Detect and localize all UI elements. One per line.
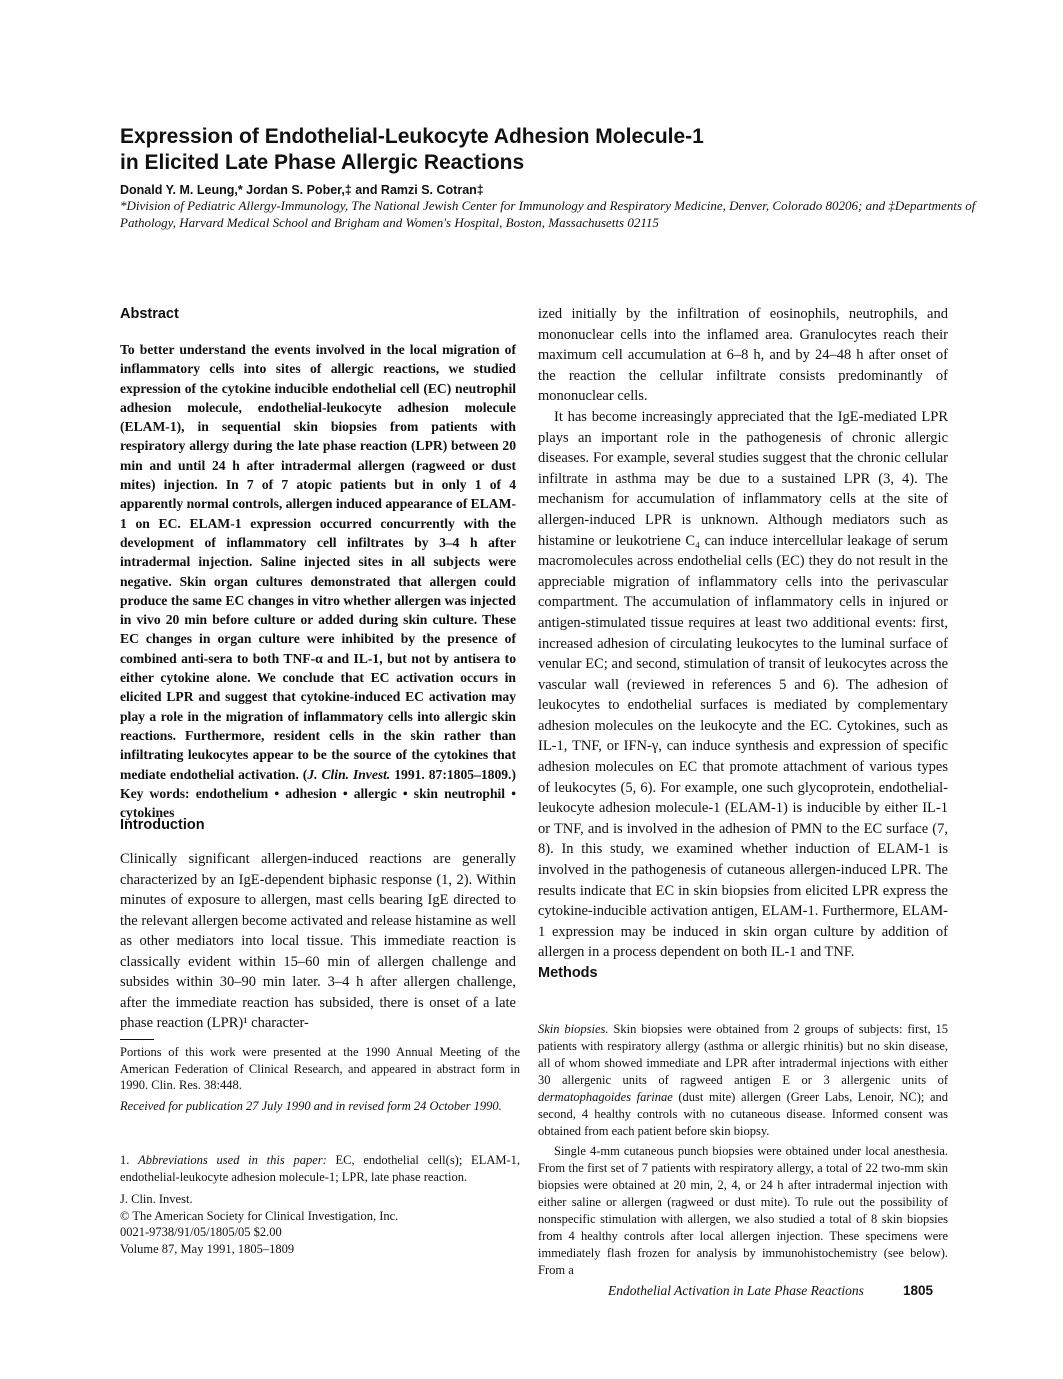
pub-journal: J. Clin. Invest. (120, 1192, 193, 1206)
right-paragraph-2: It has become increasingly appreciated that the IgE-mediated LPR plays an important role in the pathogenesis of chronic allergic diseases. For example, several studies suggest that the chronic cellular infiltrate in asthma may be due to a sustained LPR (3, 4). The mechanism for accumulation of inflammatory cells at the site of allergen-induced LPR is unknown. Although mediators such as histamine or leukotriene C₄ can induce intercellular leakage of serum macromolecules across endothelial cells (EC) they do not result in the appreciable migration of inflammatory cells into the perivascular compartment. The accumulation of inflammatory cells in injured or antigen-stimulated tissue requires at least two additional events: first, increased adhesion of circulating leukocytes to the luminal surface of venular EC; and second, stimulation of transit of leukocytes across the vascular wall (reviewed in references 5 and 6). The adhesion of leukocytes to endothelial surfaces is mediated by complementary adhesion molecules on the leukocyte and the EC. Cytokines, such as IL-1, TNF, or IFN-γ, can induce synthesis and expression of specific adhesion molecules on EC that promote attachment of various types of leukocytes (5, 6). For example, one such glycoprotein, endothelial-leukocyte adhesion molecule-1 (ELAM-1) is inducible by either IL-1 or TNF, and is involved in the adhesion of PMN to the EC surface (7, 8). In this study, we examined whether induction of ELAM-1 is involved in the pathogenesis of cutaneous allergen-induced LPR. The results indicate that EC in skin biopsies from elicited LPR express the cytokine-inducible activation antigen, ELAM-1. Furthermore, ELAM-1 expression may be induced in skin organ culture by addition of allergen in a process dependent on both IL-1 and TNF. (538, 408, 948, 961)
title-line-2: in Elicited Late Phase Allergic Reactions (120, 151, 525, 174)
introduction-section (120, 815, 516, 835)
species-name: dermatophagoides farinae (538, 1090, 673, 1104)
introduction-body (120, 849, 516, 1034)
abbreviations-text: EC, endothelial cell(s); ELAM-1, endothelial-leukocyte adhesion molecule-1; LPR, late phase reaction. (120, 1153, 521, 1184)
running-head: Endothelial Activation in Late Phase Reactions (608, 1283, 864, 1298)
footnote-rule (120, 1039, 154, 1040)
abstract-heading: Abstract (120, 306, 179, 322)
footnote-presentation: Portions of this work were presented at the 1990 Annual Meeting of the American Federation of Clinical Research, and appeared in abstract form in 1990. Clin. Res. 38:448. (120, 1045, 520, 1092)
methods-paragraph-2: Single 4-mm cutaneous punch biopsies were obtained under local anesthesia. From the first set of 7 patients with respiratory allergy, a total of 22 two-mm skin biopsies were obtained at 20 min, 2, 4, or 24 h after intradermal injection with either saline or allergen (ragweed or dust mite). To rule out the possibility of nonspecific stimulation with allergen, we also studied a total of 8 skin biopsies from 4 healthy controls after local allergen injection. These specimens were immediately flash frozen for analysis by immunohistochemistry (see below). From a (538, 1144, 948, 1277)
abstract-heading-wrap (120, 304, 516, 324)
footnote-received (120, 1098, 520, 1115)
abbreviations-label: Abbreviations used in this paper: (138, 1153, 327, 1167)
introduction-paragraph-1: Clinically significant allergen-induced reactions are generally characterized by an IgE-dependent biphasic response (1, 2). Within minutes of exposure to allergen, mast cells bearing IgE directed to the relevant allergen become activated and release histamine as well as other mediators into local tissue. This immediate reaction is classically evident within 15–60 min of allergen challenge and subsides within 30–90 min later. 3–4 h after allergen challenge, after the immediate reaction has subsided, there is onset of a late phase reaction (LPR)¹ character- (120, 851, 516, 1031)
methods-heading: Methods (538, 965, 598, 981)
pub-issn: 0021-9738/91/05/1805/05 $2.00 (120, 1225, 282, 1239)
citation-rest: 1991. 87:1805–1809.) Key words: endothelium • adhesion • allergic • skin neutrophil • cytokines (120, 766, 516, 821)
abstract-body: To better understand the events involved in the local migration of inflammatory cells into sites of allergic reactions, we studied expression of the cytokine inducible endothelial cell (EC) neutrophil adhesion molecule, endothelial-leukocyte adhesion molecule (ELAM-1), in sequential skin biopsies from patients with respiratory allergy during the late phase reaction (LPR) between 20 min and until 24 h after intradermal allergen (ragweed or dust mites) injection. In 7 of 7 atopic patients but in only 1 of 4 apparently normal controls, allergen induced appearance of ELAM-1 on EC. ELAM-1 expression occurred concurrently with the development of inflammatory cell infiltrates by 3–4 h after intradermal injection. Saline injected sites in all subjects were negative. Skin organ cultures demonstrated that allergen could produce the same EC changes in vitro whether allergen was injected in vivo 20 min before culture or added during skin culture. These EC changes in organ culture were inhibited by the presence of combined anti-sera to both TNF-α and IL-1, but not by antisera to either cytokine alone. We conclude that EC activation occurs in elicited LPR and suggest that cytokine-induced EC activation may play a role in the migration of inflammatory cells into allergic skin reactions. Furthermore, resident cells in the skin rather than infiltrating leukocytes appear to be the source of the cytokines that mediate endothelial activation. ( (120, 342, 516, 782)
citation-journal: J. Clin. Invest. (307, 766, 391, 782)
article-title (120, 124, 980, 176)
introduction-heading: Introduction (120, 817, 205, 833)
skin-biopsies-lead: Skin biopsies. (538, 1022, 609, 1036)
right-column-body (538, 304, 948, 963)
page-number: 1805 (903, 1283, 934, 1298)
title-line-1: Expression of Endothelial-Leukocyte Adhesion Molecule-1 (120, 125, 704, 148)
pub-copyright: © The American Society for Clinical Investigation, Inc. (120, 1208, 399, 1223)
methods-p1-part-a: Skin biopsies were obtained from 2 groups of subjects: first, 15 patients with respiratory allergy (asthma or allergic rhinitis) but no skin disease, all of whom showed immediate and LPR after intradermal injections with either 30 allergenic units of ragweed antigen E or 3 allergenic units of (538, 1022, 949, 1087)
footnote-abbreviations (120, 1152, 520, 1185)
methods-heading-wrap (538, 963, 948, 983)
methods-body (538, 1021, 948, 1279)
author-list: Donald Y. M. Leung,* Jordan S. Pober,‡ and Ramzi S. Cotran‡ (120, 183, 484, 197)
abstract-text (120, 340, 516, 822)
publication-info (120, 1191, 520, 1257)
footnote-number: 1. (120, 1153, 139, 1167)
pub-volume: Volume 87, May 1991, 1805–1809 (120, 1241, 295, 1256)
right-paragraph-1: ized initially by the infiltration of eosinophils, neutrophils, and mononuclear cells into the inflamed area. Granulocytes reach their maximum cell accumulation at 6–8 h, and by 24–48 h after onset of the reaction the cellular infiltrate consists predominantly of mononuclear cells. (538, 306, 948, 405)
affiliations: *Division of Pediatric Allergy-Immunology, The National Jewish Center for Immunology and Respiratory Medicine, Denver, Colorado 80206; and ‡Departments of Pathology, Harvard Medical School and Brigham and Women's Hospital, Boston, Massachusetts 02115 (120, 198, 976, 230)
methods-paragraph-1 (538, 1021, 948, 1140)
methods-p1-part-b: (dust mite) allergen (Greer Labs, Lenoir, NC); and second, 4 healthy controls with no cutaneous disease. Informed consent was obtained from each patient before skin biopsy. (538, 1090, 948, 1138)
received-text: Received for publication 27 July 1990 and in revised form 24 October 1990. (120, 1099, 502, 1113)
